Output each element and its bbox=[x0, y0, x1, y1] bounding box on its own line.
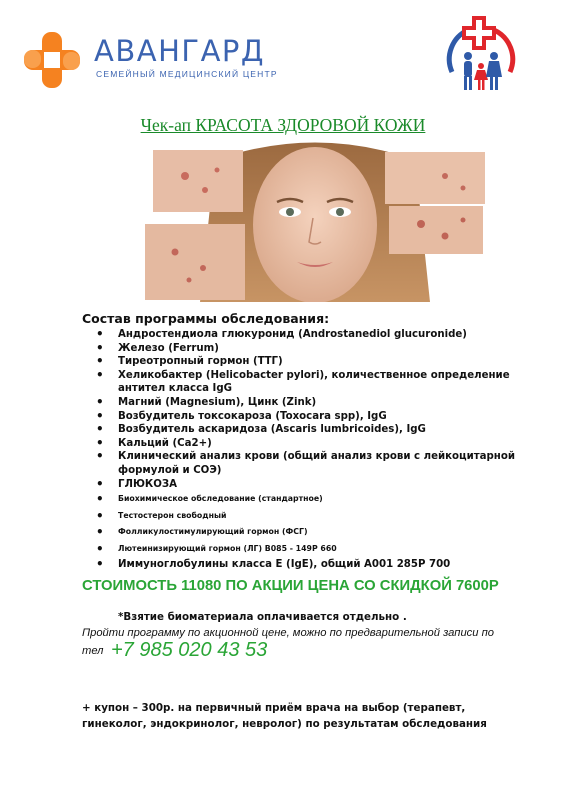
page-title: Чек-ап КРАСОТА ЗДОРОВОЙ КОЖИ bbox=[140, 115, 426, 135]
test-item: • Тиреотропный гормон (ТТГ) bbox=[96, 355, 516, 369]
test-item: • Лютеинизирующий гормон (ЛГ) B085 - 149Р 660 bbox=[96, 541, 516, 558]
program-section-heading: Состав программы обследования: bbox=[82, 311, 330, 326]
family-medical-emblem-icon bbox=[438, 14, 524, 100]
biomaterial-note: *Взятие биоматериала оплачивается отдельно . bbox=[118, 611, 407, 623]
phone-number[interactable]: +7 985 020 43 53 bbox=[111, 639, 268, 661]
coupon-text: + купон – 300р. на первичный приём врача на выбор (терапевт, гинеколог, эндокринолог, невролог) по результатам обследования bbox=[82, 702, 487, 730]
face-photo-collage bbox=[145, 140, 485, 302]
promo-text: Пройти программу по акционной цене, можно по предварительной записи по bbox=[82, 627, 494, 639]
brand-name: АВАНГАРД bbox=[94, 34, 266, 68]
test-item: • Магний (Magnesium), Цинк (Zink) bbox=[96, 396, 516, 410]
test-item: • Хеликобактер (Helicobacter pylori), количественное определение антител класса IgG bbox=[96, 369, 516, 396]
test-item: • Иммуноглобулины класса Е (IgE), общий А001 285Р 700 bbox=[96, 558, 516, 572]
test-item: • Возбудитель аскаридоза (Ascaris lumbricoides), IgG bbox=[96, 423, 516, 437]
price-line: СТОИМОСТЬ 11080 ПО АКЦИИ ЦЕНА СО СКИДКОЙ 7600Р bbox=[82, 578, 499, 594]
brand-subtitle: СЕМЕЙНЫЙ МЕДИЦИНСКИЙ ЦЕНТР bbox=[96, 69, 278, 79]
test-item: • Андростендиола глюкуронид (Androstanediol glucuronide) bbox=[96, 328, 516, 342]
test-item: • Кальций (Ca2+) bbox=[96, 437, 516, 451]
test-item: • Фолликулостимулирующий гормон (ФСГ) bbox=[96, 524, 516, 541]
test-list bbox=[96, 328, 516, 571]
test-item: • Клинический анализ крови (общий анализ крови с лейкоцитарной формулой и СОЭ) bbox=[96, 450, 516, 477]
test-item: • ГЛЮКОЗА bbox=[96, 478, 516, 492]
test-item: • Железо (Ferrum) bbox=[96, 342, 516, 356]
test-item: • Возбудитель токсокароза (Toxocara spp), IgG bbox=[96, 410, 516, 424]
clinic-cross-logo-icon bbox=[22, 30, 82, 90]
test-item: • Биохимическое обследование (стандартное) bbox=[96, 491, 516, 508]
test-item: • Тестостерон свободный bbox=[96, 508, 516, 525]
phone-label: тел bbox=[82, 645, 104, 657]
